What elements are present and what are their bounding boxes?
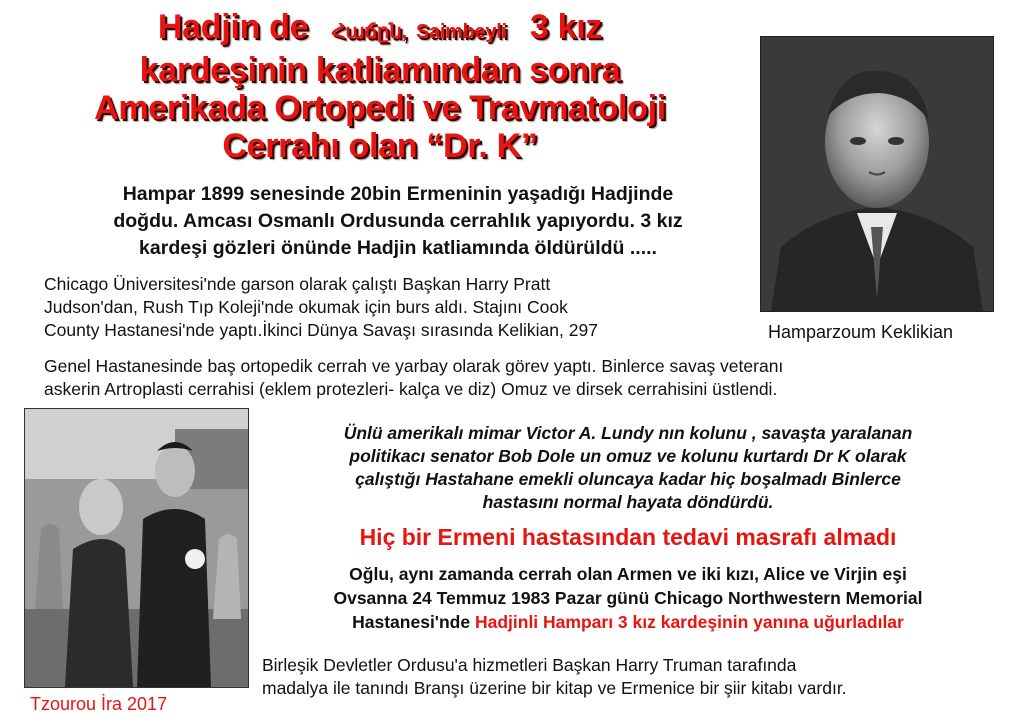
- family-line-highlight: Hadjinli Hamparı 3 kız kardeşinin yanına uğurladılar: [474, 612, 904, 632]
- biography-paragraph-3: [262, 654, 1002, 700]
- intro-paragraph: [28, 181, 768, 262]
- intro-line: kardeşi gözleri önünde Hadjin katliamında öldürüldü .....: [139, 237, 657, 259]
- quote-paragraph: [258, 422, 998, 514]
- title-saimbeyli: Saimbeyli: [416, 21, 507, 43]
- title-part-2: 3 kız: [529, 8, 603, 46]
- quote-line: hastasını normal hayata döndürdü.: [482, 492, 774, 512]
- biography-paragraph-2: [44, 355, 1004, 401]
- family-line: [258, 610, 998, 634]
- portrait-caption: Hamparzoum Keklikian: [768, 322, 954, 342]
- paragraph-line: County Hastanesi'nde yaptı.İkinci Dünya Savaşı sırasında Kelikian, 297: [44, 320, 598, 340]
- quote-line: politikacı senator Bob Dole un omuz ve kolunu kurtardı Dr K olarak: [349, 446, 907, 466]
- title-line-2: kardeşinin katliamından sonra: [139, 51, 621, 89]
- red-statement: Hiç bir Ermeni hastasından tedavi masrafı almadı: [359, 524, 897, 550]
- group-photo: [24, 408, 249, 688]
- paragraph-line: askerin Artroplasti cerrahisi (eklem protezleri- kalça ve diz) Omuz ve dirsek cerrahisini üstlendi.: [44, 379, 778, 399]
- paragraph-line: Judson'dan, Rush Tıp Koleji'nde okumak için burs aldı. Stajını Cook: [44, 297, 568, 317]
- intro-line: doğdu. Amcası Osmanlı Ordusunda cerrahlık yapıyordu. 3 kız: [113, 210, 683, 232]
- title-armenian: Հաճըն,: [331, 21, 407, 43]
- family-line: Oğlu, aynı zamanda cerrah olan Armen ve iki kızı, Alice ve Virjin eşi: [349, 564, 907, 584]
- paragraph-line: Birleşik Devletler Ordusu'a hizmetleri Başkan Harry Truman tarafında: [262, 655, 797, 675]
- title-line-3: Amerikada Ortopedi ve Travmatoloji: [94, 89, 666, 127]
- paragraph-line: Genel Hastanesinde baş ortopedik cerrah ve yarbay olarak görev yaptı. Binlerce savaş veteranı: [44, 356, 784, 376]
- family-line: Ovsanna 24 Temmuz 1983 Pazar günü Chicago Northwestern Memorial: [333, 588, 923, 608]
- title-part-1: Hadjin de: [157, 8, 309, 46]
- title-line-1: [20, 8, 740, 51]
- quote-line: Ünlü amerikalı mimar Victor A. Lundy nın kolunu , savaşta yaralanan: [343, 423, 913, 443]
- family-paragraph: [258, 562, 998, 634]
- photo-credit: Tzourou İra 2017: [30, 694, 168, 714]
- intro-line: Hampar 1899 senesinde 20bin Ermeninin yaşadığı Hadjinde: [122, 183, 674, 205]
- quote-line: çalıştığı Hastahane emekli oluncaya kadar hiç boşalmadı Binlerce: [355, 469, 901, 489]
- page-title: [20, 8, 740, 165]
- family-line-black: Hastanesi'nde: [352, 612, 471, 632]
- portrait-photo: [760, 36, 994, 312]
- group-photo-illustration: [25, 409, 248, 687]
- title-line-4: Cerrahı olan “Dr. K”: [222, 127, 538, 165]
- paragraph-line: Chicago Üniversitesi'nde garson olarak çalıştı Başkan Harry Pratt: [44, 274, 551, 294]
- biography-paragraph-1: [44, 273, 744, 342]
- paragraph-line: madalya ile tanındı Branşı üzerine bir kitap ve Ermenice bir şiir kitabı vardır.: [262, 678, 847, 698]
- portrait-illustration: [761, 37, 993, 311]
